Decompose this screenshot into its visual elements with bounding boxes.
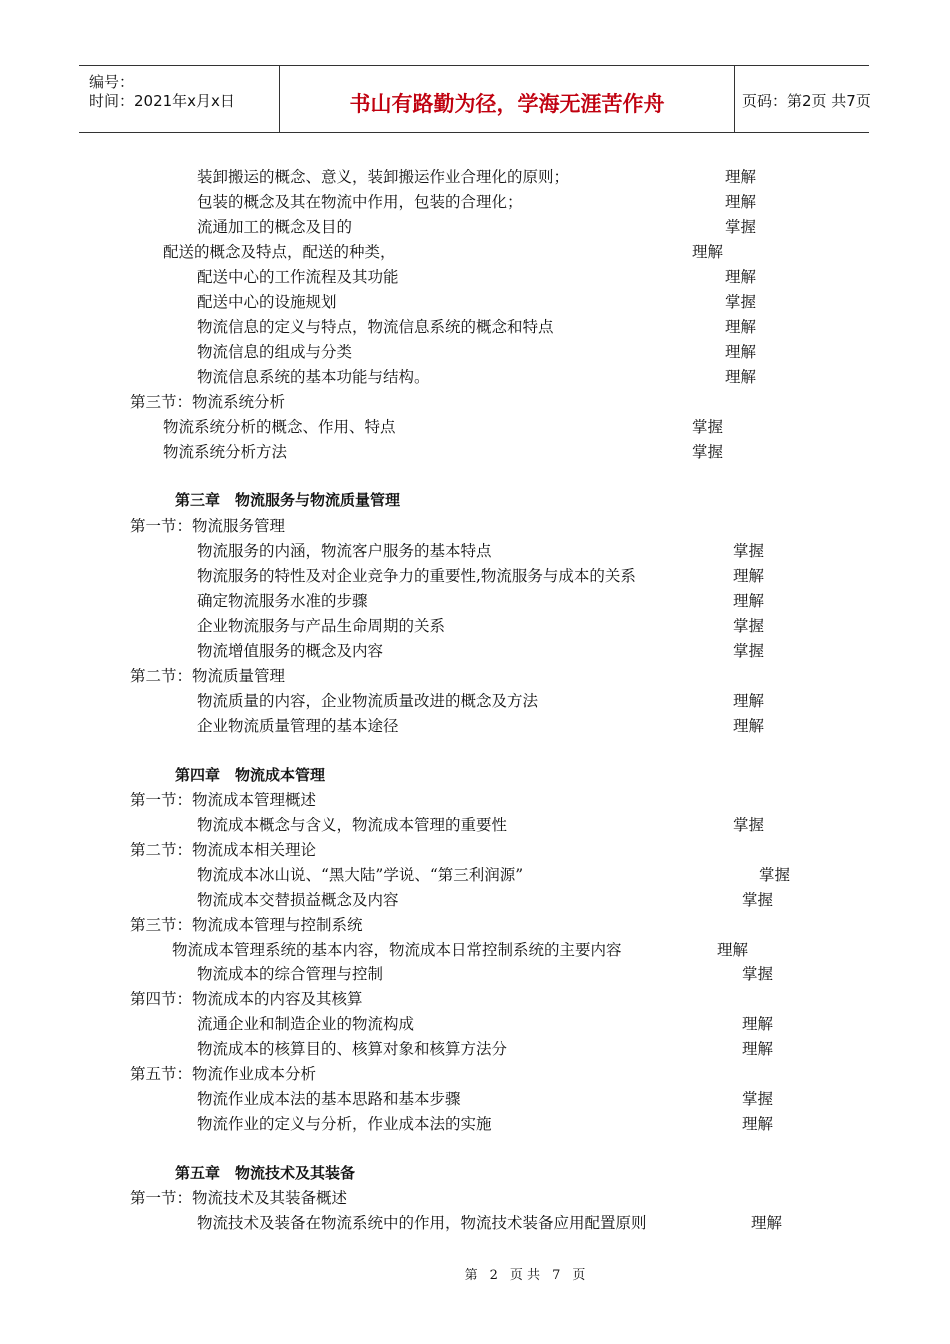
syllabus-item-row xyxy=(0,265,950,289)
syllabus-item-row xyxy=(0,938,950,962)
chapter-title: 第四章 物流成本管理 xyxy=(175,766,326,784)
requirement-level: 理解 xyxy=(717,941,749,959)
syllabus-item-row xyxy=(0,1012,950,1036)
item-text: 物流信息系统的基本功能与结构。 xyxy=(197,368,430,386)
item-text: 物流成本管理系统的基本内容，物流成本日常控制系统的主要内容 xyxy=(172,941,622,959)
syllabus-item-row xyxy=(0,165,950,189)
syllabus-item-row xyxy=(0,962,950,986)
syllabus-item-row xyxy=(0,863,950,887)
requirement-level: 理解 xyxy=(725,168,757,186)
syllabus-item-row xyxy=(0,589,950,613)
document-number-label: 编号： xyxy=(89,73,135,91)
header-table xyxy=(79,65,869,133)
syllabus-item-row xyxy=(0,564,950,588)
requirement-level: 理解 xyxy=(742,1040,774,1058)
requirement-level: 掌握 xyxy=(759,866,791,884)
footer-page-total: 7 xyxy=(552,1268,561,1283)
requirement-level: 理解 xyxy=(733,592,765,610)
syllabus-item-row xyxy=(0,190,950,214)
chapter-title: 第五章 物流技术及其装备 xyxy=(175,1164,356,1182)
requirement-level: 掌握 xyxy=(733,816,765,834)
header-motto: 书山有路勤为径，学海无涯苦作舟 xyxy=(349,92,665,116)
requirement-level: 掌握 xyxy=(733,542,765,560)
section-title: 第二节：物流质量管理 xyxy=(130,667,286,685)
footer-page-mid: 页 共 xyxy=(509,1268,541,1283)
item-text: 流通加工的概念及目的 xyxy=(197,218,353,236)
section-heading-row xyxy=(0,514,950,538)
section-title: 第三节：物流系统分析 xyxy=(130,393,286,411)
item-text: 包装的概念及其在物流中作用，包装的合理化； xyxy=(197,193,523,211)
section-heading-row xyxy=(0,664,950,688)
footer-page-suffix: 页 xyxy=(572,1268,586,1283)
header-motto-cell xyxy=(279,66,735,132)
requirement-level: 掌握 xyxy=(742,965,774,983)
page-footer xyxy=(0,1264,950,1283)
syllabus-item-row xyxy=(0,1112,950,1136)
requirement-level: 理解 xyxy=(725,343,757,361)
requirement-level: 掌握 xyxy=(742,1090,774,1108)
item-text: 装卸搬运的概念、意义，装卸搬运作业合理化的原则； xyxy=(197,168,570,186)
item-text: 确定物流服务水准的步骤 xyxy=(197,592,368,610)
section-title: 第一节：物流服务管理 xyxy=(130,517,286,535)
requirement-level: 理解 xyxy=(742,1115,774,1133)
syllabus-item-row xyxy=(0,539,950,563)
item-text: 物流作业的定义与分析，作业成本法的实施 xyxy=(197,1115,492,1133)
section-heading-row xyxy=(0,913,950,937)
item-text: 企业物流质量管理的基本途径 xyxy=(197,717,399,735)
syllabus-item-row xyxy=(0,315,950,339)
requirement-level: 理解 xyxy=(725,268,757,286)
item-text: 物流增值服务的概念及内容 xyxy=(197,642,384,660)
requirement-level: 理解 xyxy=(725,193,757,211)
requirement-level: 理解 xyxy=(692,243,724,261)
section-heading-row xyxy=(0,390,950,414)
syllabus-item-row xyxy=(0,714,950,738)
syllabus-item-row xyxy=(0,888,950,912)
section-heading-row xyxy=(0,1186,950,1210)
section-title: 第一节：物流技术及其装备概述 xyxy=(130,1189,348,1207)
syllabus-item-row xyxy=(0,1211,950,1235)
item-text: 物流服务的内涵，物流客户服务的基本特点 xyxy=(197,542,492,560)
requirement-level: 掌握 xyxy=(725,293,757,311)
header-info-cell xyxy=(79,66,279,132)
item-text: 物流技术及装备在物流系统中的作用，物流技术装备应用配置原则 xyxy=(197,1214,647,1232)
syllabus-item-row xyxy=(0,1087,950,1111)
requirement-level: 掌握 xyxy=(725,218,757,236)
requirement-level: 理解 xyxy=(733,692,765,710)
syllabus-item-row xyxy=(0,415,950,439)
item-text: 物流系统分析方法 xyxy=(163,443,288,461)
syllabus-item-row xyxy=(0,689,950,713)
requirement-level: 掌握 xyxy=(733,642,765,660)
requirement-level: 掌握 xyxy=(692,418,724,436)
syllabus-item-row xyxy=(0,1037,950,1061)
requirement-level: 理解 xyxy=(733,567,765,585)
section-title: 第二节：物流成本相关理论 xyxy=(130,841,317,859)
syllabus-item-row xyxy=(0,340,950,364)
chapter-heading-row xyxy=(0,488,950,512)
item-text: 物流系统分析的概念、作用、特点 xyxy=(163,418,396,436)
item-text: 物流信息的定义与特点，物流信息系统的概念和特点 xyxy=(197,318,554,336)
item-text: 配送的概念及特点，配送的种类， xyxy=(163,243,396,261)
chapter-heading-row xyxy=(0,763,950,787)
item-text: 物流信息的组成与分类 xyxy=(197,343,353,361)
syllabus-item-row xyxy=(0,240,950,264)
header-page-cell xyxy=(734,66,869,132)
syllabus-item-row xyxy=(0,639,950,663)
syllabus-item-row xyxy=(0,440,950,464)
section-title: 第五节：物流作业成本分析 xyxy=(130,1065,317,1083)
section-title: 第一节：物流成本管理概述 xyxy=(130,791,317,809)
syllabus-item-row xyxy=(0,290,950,314)
requirement-level: 理解 xyxy=(725,318,757,336)
footer-page-current: 2 xyxy=(489,1268,498,1283)
requirement-level: 理解 xyxy=(725,368,757,386)
requirement-level: 理解 xyxy=(751,1214,783,1232)
item-text: 物流服务的特性及对企业竞争力的重要性,物流服务与成本的关系 xyxy=(197,567,636,585)
syllabus-item-row xyxy=(0,614,950,638)
document-time-label: 时间：2021年x月x日 xyxy=(89,92,235,110)
section-title: 第四节：物流成本的内容及其核算 xyxy=(130,990,363,1008)
requirement-level: 掌握 xyxy=(742,891,774,909)
item-text: 企业物流服务与产品生命周期的关系 xyxy=(197,617,446,635)
item-text: 物流质量的内容，企业物流质量改进的概念及方法 xyxy=(197,692,539,710)
section-heading-row xyxy=(0,788,950,812)
requirement-level: 理解 xyxy=(733,717,765,735)
item-text: 流通企业和制造企业的物流构成 xyxy=(197,1015,415,1033)
item-text: 配送中心的设施规划 xyxy=(197,293,337,311)
item-text: 物流成本的综合管理与控制 xyxy=(197,965,384,983)
section-heading-row xyxy=(0,987,950,1011)
item-text: 物流成本概念与含义，物流成本管理的重要性 xyxy=(197,816,508,834)
chapter-title: 第三章 物流服务与物流质量管理 xyxy=(175,491,401,509)
syllabus-item-row xyxy=(0,365,950,389)
syllabus-item-row xyxy=(0,215,950,239)
chapter-heading-row xyxy=(0,1161,950,1185)
syllabus-item-row xyxy=(0,813,950,837)
requirement-level: 掌握 xyxy=(733,617,765,635)
requirement-level: 掌握 xyxy=(692,443,724,461)
section-title: 第三节：物流成本管理与控制系统 xyxy=(130,916,363,934)
item-text: 物流成本交替损益概念及内容 xyxy=(197,891,399,909)
section-heading-row xyxy=(0,838,950,862)
footer-page-prefix: 第 xyxy=(464,1268,478,1283)
item-text: 物流作业成本法的基本思路和基本步骤 xyxy=(197,1090,461,1108)
item-text: 配送中心的工作流程及其功能 xyxy=(197,268,399,286)
header-page-code: 页码：第2页 共7页 xyxy=(742,92,871,110)
item-text: 物流成本冰山说、“黑大陆”学说、“第三利润源” xyxy=(197,866,524,884)
section-heading-row xyxy=(0,1062,950,1086)
item-text: 物流成本的核算目的、核算对象和核算方法分 xyxy=(197,1040,508,1058)
requirement-level: 理解 xyxy=(742,1015,774,1033)
